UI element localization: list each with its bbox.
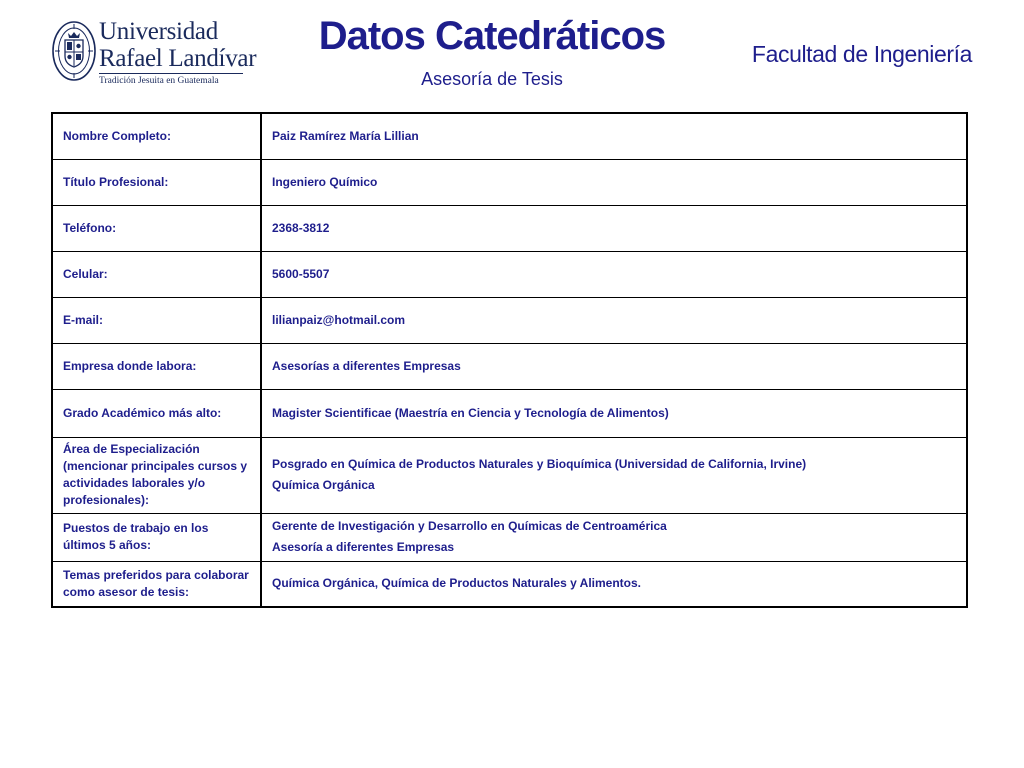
row-value-celular [261,251,967,297]
row-value-area [261,437,967,513]
table-row [52,437,967,513]
logo-university: Universidad [99,18,218,45]
row-value-empresa [261,343,967,389]
row-value-line: Química Orgánica, Química de Productos Naturales y Alimentos. [272,576,641,591]
row-value-puestos [261,513,967,561]
row-value-line: Asesoría a diferentes Empresas [272,540,455,554]
row-label-email: E-mail: [52,297,261,343]
row-label-grado: Grado Académico más alto: [52,389,261,437]
logo-wordmark [99,18,257,87]
page-title: Datos Catedráticos [318,14,666,58]
row-label-titulo: Título Profesional: [52,159,261,205]
faculty-name: Facultad de Ingeniería [751,41,972,67]
table-row [52,205,967,251]
university-logo [52,18,257,94]
row-value-titulo [261,159,967,205]
table-row [52,113,967,159]
table-row [52,513,967,561]
row-value-telefono [261,205,967,251]
row-value-nombre [261,113,967,159]
row-label-nombre: Nombre Completo: [52,113,261,159]
row-value-line: Magister Scientificae (Maestría en Ciencia y Tecnología de Alimentos) [272,405,669,420]
row-value-line: lilianpaiz@hotmail.com [272,312,406,327]
row-value-line: Gerente de Investigación y Desarrollo en Químicas de Centroamérica [272,519,667,533]
row-label-celular: Celular: [52,251,261,297]
professor-data-table [51,112,968,608]
row-value-line: 2368-3812 [272,220,330,235]
table-row [52,251,967,297]
row-value-line: Paiz Ramírez María Lillian [272,128,419,143]
row-value-line: Química Orgánica [272,478,375,492]
row-label-area: Área de Especialización (mencionar principales cursos y actividades laborales y/o profesionales): [52,437,261,513]
table-row [52,343,967,389]
row-value-line: Ingeniero Químico [272,174,378,189]
logo-divider [99,73,243,74]
row-value-line: Posgrado en Química de Productos Naturales y Bioquímica (Universidad de California, Irvine) [272,457,807,471]
logo-tagline: Tradición Jesuita en Guatemala [99,76,219,86]
row-value-email [261,297,967,343]
row-label-puestos: Puestos de trabajo en los últimos 5 años: [52,513,261,561]
page-subtitle: Asesoría de Tesis [421,69,563,89]
table-row [52,389,967,437]
university-seal-icon [52,20,96,82]
row-label-telefono: Teléfono: [52,205,261,251]
table-row [52,297,967,343]
row-value-temas [261,561,967,607]
row-label-empresa: Empresa donde labora: [52,343,261,389]
row-value-grado [261,389,967,437]
row-label-temas: Temas preferidos para colaborar como asesor de tesis: [52,561,261,607]
row-value-line: 5600-5507 [272,266,330,281]
table-row [52,561,967,607]
table-row [52,159,967,205]
logo-name: Rafael Landívar [99,45,257,72]
row-value-line: Asesorías a diferentes Empresas [272,358,461,373]
